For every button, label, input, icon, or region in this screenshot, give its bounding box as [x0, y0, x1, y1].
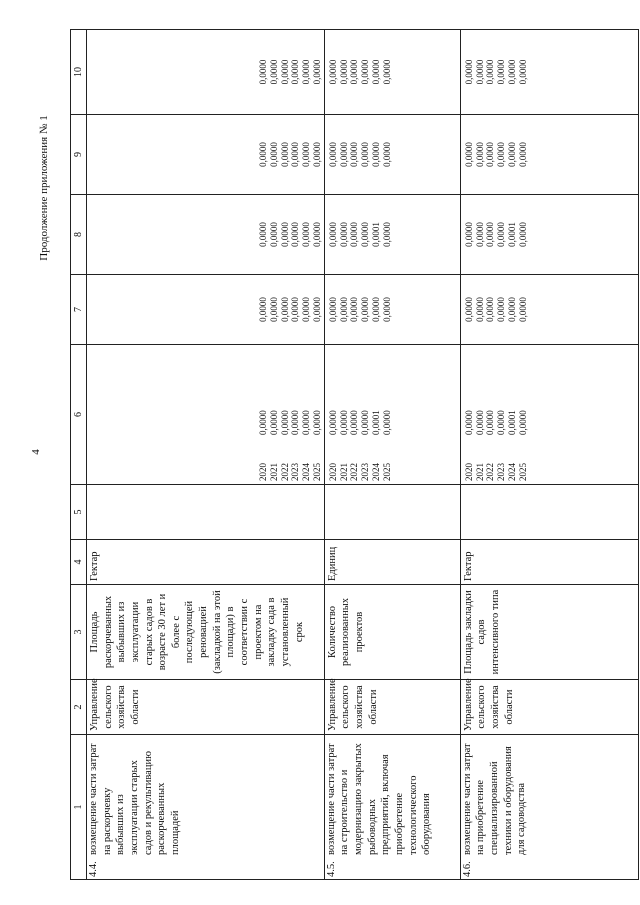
col6-value: 0,0001 [506, 410, 517, 435]
col10-value: 0,0000 [279, 59, 290, 85]
col9-value: 0,0000 [338, 142, 349, 167]
col7-value: 0,0000 [258, 297, 268, 322]
col6-value: 0,0000 [360, 410, 371, 435]
col9-value: 0,0000 [485, 142, 496, 167]
col10-value: 0,0000 [338, 59, 349, 85]
rotated-table-container [70, 30, 625, 880]
col9-value: 0,0000 [506, 142, 517, 167]
col10-value: 0,0000 [311, 59, 322, 85]
col8-value: 0,0000 [258, 222, 268, 247]
executor-cell: Управление сельского хозяйства области [460, 680, 638, 735]
col6-value: 0,0000 [311, 410, 322, 435]
year-value-line [360, 348, 371, 481]
col10-value: 0,0000 [474, 59, 485, 85]
year-label: 2022 [279, 463, 290, 481]
year-value-line [518, 348, 529, 481]
measure-text: возмещение части затрат на строительство и модернизацию закрытых рыбоводных предприятий, включая приобретение технологического оборудования [325, 743, 433, 855]
col9-values [460, 115, 638, 195]
col7-value: 0,0000 [349, 297, 360, 322]
year-label: 2020 [327, 463, 338, 481]
col9-value: 0,0000 [349, 142, 360, 167]
col8-value: 0,0000 [496, 222, 507, 247]
col6-value: 0,0000 [381, 410, 392, 435]
year-value-line [349, 348, 360, 481]
col-header-6: 6 [71, 345, 87, 485]
indicator-cell: Площадь раскорчеванных выбывших из эксплуатации старых садов в возрасте 30 лет и более с последующей реновацией (закладкой на этой площади) в соответствии с проектом на закладку сада в установленный срок [87, 585, 325, 680]
col10-value: 0,0000 [381, 59, 392, 85]
year-label: 2021 [474, 463, 485, 481]
col10-value: 0,0000 [327, 59, 338, 85]
col7-value: 0,0000 [517, 297, 528, 322]
year-label: 2022 [349, 463, 360, 481]
col6-value: 0,0000 [258, 410, 268, 435]
col9-value: 0,0000 [463, 142, 474, 167]
col6-value: 0,0001 [370, 410, 381, 435]
row-number: 4.5. [325, 861, 337, 877]
measure-cell [460, 735, 638, 880]
year-label: 2021 [268, 463, 279, 481]
col9-value: 0,0000 [474, 142, 485, 167]
executor-cell: Управление сельского хозяйства области [87, 680, 325, 735]
year-value-cell [460, 345, 638, 485]
col8-value: 0,0001 [370, 222, 381, 247]
indicator-cell: Количество реализованных проектов [324, 585, 460, 680]
col-header-7: 7 [71, 275, 87, 345]
col8-values [460, 195, 638, 275]
year-value-cell [87, 345, 325, 485]
indicators-table [70, 29, 639, 880]
col7-value: 0,0000 [360, 297, 371, 322]
measure-cell [87, 735, 325, 880]
col10-values [87, 30, 325, 115]
table-row [324, 30, 460, 880]
year-label: 2023 [360, 463, 371, 481]
col7-value: 0,0000 [338, 297, 349, 322]
col9-value: 0,0000 [381, 142, 392, 167]
year-value-line [475, 348, 486, 481]
year-value-line [301, 348, 312, 481]
col9-value: 0,0000 [360, 142, 371, 167]
unit-cell: Единиц [324, 540, 460, 585]
unit-cell: Гектар [460, 540, 638, 585]
executor-cell: Управление сельского хозяйства области [324, 680, 460, 735]
row-number: 4.6. [461, 861, 473, 877]
year-value-line [269, 348, 280, 481]
col7-value: 0,0000 [370, 297, 381, 322]
table-row [460, 30, 638, 880]
year-label: 2023 [496, 463, 507, 481]
col9-value: 0,0000 [370, 142, 381, 167]
col-header-4: 4 [71, 540, 87, 585]
empty-cell [460, 485, 638, 540]
year-value-line [507, 348, 518, 481]
col7-value: 0,0000 [506, 297, 517, 322]
year-label: 2025 [381, 463, 392, 481]
col9-value: 0,0000 [279, 142, 290, 167]
col9-values [87, 115, 325, 195]
col6-value: 0,0000 [279, 410, 290, 435]
col10-value: 0,0000 [290, 59, 301, 85]
col8-values [324, 195, 460, 275]
col9-values [324, 115, 460, 195]
col10-value: 0,0000 [360, 59, 371, 85]
col8-value: 0,0000 [485, 222, 496, 247]
col8-value: 0,0000 [463, 222, 474, 247]
col8-value: 0,0000 [279, 222, 290, 247]
col9-value: 0,0000 [311, 142, 322, 167]
col6-value: 0,0000 [349, 410, 360, 435]
col6-value: 0,0000 [496, 410, 507, 435]
col7-value: 0,0000 [279, 297, 290, 322]
col10-value: 0,0000 [463, 59, 474, 85]
col8-values [87, 195, 325, 275]
col9-value: 0,0000 [496, 142, 507, 167]
year-value-line [339, 348, 350, 481]
measure-cell [324, 735, 460, 880]
col9-value: 0,0000 [258, 142, 268, 167]
col7-value: 0,0000 [474, 297, 485, 322]
year-label: 2024 [370, 463, 381, 481]
col6-value: 0,0000 [485, 410, 496, 435]
col8-value: 0,0000 [301, 222, 312, 247]
year-value-line [280, 348, 291, 481]
col8-value: 0,0000 [474, 222, 485, 247]
col7-values [324, 275, 460, 345]
col-header-9: 9 [71, 115, 87, 195]
col6-value: 0,0000 [338, 410, 349, 435]
empty-cell [324, 485, 460, 540]
col9-value: 0,0000 [327, 142, 338, 167]
year-label: 2020 [258, 463, 268, 481]
col8-value: 0,0000 [360, 222, 371, 247]
col10-value: 0,0000 [301, 59, 312, 85]
col10-value: 0,0000 [349, 59, 360, 85]
year-label: 2024 [506, 463, 517, 481]
col7-value: 0,0000 [496, 297, 507, 322]
year-label: 2021 [338, 463, 349, 481]
year-label: 2025 [311, 463, 322, 481]
col10-value: 0,0000 [370, 59, 381, 85]
col10-value: 0,0000 [506, 59, 517, 85]
col7-value: 0,0000 [463, 297, 474, 322]
col6-value: 0,0000 [290, 410, 301, 435]
year-value-line [485, 348, 496, 481]
col6-value: 0,0000 [517, 410, 528, 435]
col10-value: 0,0000 [258, 59, 268, 85]
col10-value: 0,0000 [517, 59, 528, 85]
col10-value: 0,0000 [268, 59, 279, 85]
col7-value: 0,0000 [268, 297, 279, 322]
col6-value: 0,0000 [268, 410, 279, 435]
year-value-line [312, 348, 323, 481]
col10-value: 0,0000 [485, 59, 496, 85]
col-header-1: 1 [71, 735, 87, 880]
year-value-line [290, 348, 301, 481]
col7-values [87, 275, 325, 345]
col7-value: 0,0000 [290, 297, 301, 322]
col7-value: 0,0000 [327, 297, 338, 322]
table-row [87, 30, 325, 880]
col-header-10: 10 [71, 30, 87, 115]
year-label: 2020 [463, 463, 474, 481]
col8-value: 0,0000 [311, 222, 322, 247]
year-value-line [328, 348, 339, 481]
col8-value: 0,0001 [506, 222, 517, 247]
year-value-cell [324, 345, 460, 485]
year-value-line [371, 348, 382, 481]
year-label: 2024 [301, 463, 312, 481]
col6-value: 0,0000 [301, 410, 312, 435]
appendix-continuation-note: Продолжение приложения № 1 [38, 115, 50, 261]
year-value-line [496, 348, 507, 481]
column-number-row [71, 30, 87, 880]
col8-value: 0,0000 [517, 222, 528, 247]
col9-value: 0,0000 [301, 142, 312, 167]
col8-value: 0,0000 [338, 222, 349, 247]
col8-value: 0,0000 [290, 222, 301, 247]
year-label: 2025 [517, 463, 528, 481]
col8-value: 0,0000 [349, 222, 360, 247]
col7-value: 0,0000 [381, 297, 392, 322]
col8-value: 0,0000 [268, 222, 279, 247]
col-header-2: 2 [71, 680, 87, 735]
col9-value: 0,0000 [268, 142, 279, 167]
col9-value: 0,0000 [290, 142, 301, 167]
col7-values [460, 275, 638, 345]
col8-value: 0,0000 [327, 222, 338, 247]
col6-value: 0,0000 [463, 410, 474, 435]
col10-values [324, 30, 460, 115]
col6-value: 0,0000 [327, 410, 338, 435]
year-label: 2023 [290, 463, 301, 481]
col7-value: 0,0000 [301, 297, 312, 322]
col7-value: 0,0000 [485, 297, 496, 322]
col8-value: 0,0000 [381, 222, 392, 247]
empty-cell [87, 485, 325, 540]
col7-value: 0,0000 [311, 297, 322, 322]
unit-cell: Гектар [87, 540, 325, 585]
col6-value: 0,0000 [474, 410, 485, 435]
page-number: 4 [30, 449, 42, 455]
year-value-line [464, 348, 475, 481]
measure-text: возмещение части затрат на приобретение специализированной техники и оборудования для садоводства [461, 743, 528, 855]
measure-text: возмещение части затрат на раскорчевку выбывших из эксплуатации старых садов и рекультивацию раскорчеванных площадей [88, 743, 181, 855]
col-header-3: 3 [71, 585, 87, 680]
col-header-5: 5 [71, 485, 87, 540]
year-value-line [258, 348, 269, 481]
col10-value: 0,0000 [496, 59, 507, 85]
year-value-line [382, 348, 393, 481]
col-header-8: 8 [71, 195, 87, 275]
col9-value: 0,0000 [517, 142, 528, 167]
year-label: 2022 [485, 463, 496, 481]
col10-values [460, 30, 638, 115]
indicator-cell: Площадь закладки садов интенсивного типа [460, 585, 638, 680]
row-number: 4.4. [88, 861, 99, 877]
